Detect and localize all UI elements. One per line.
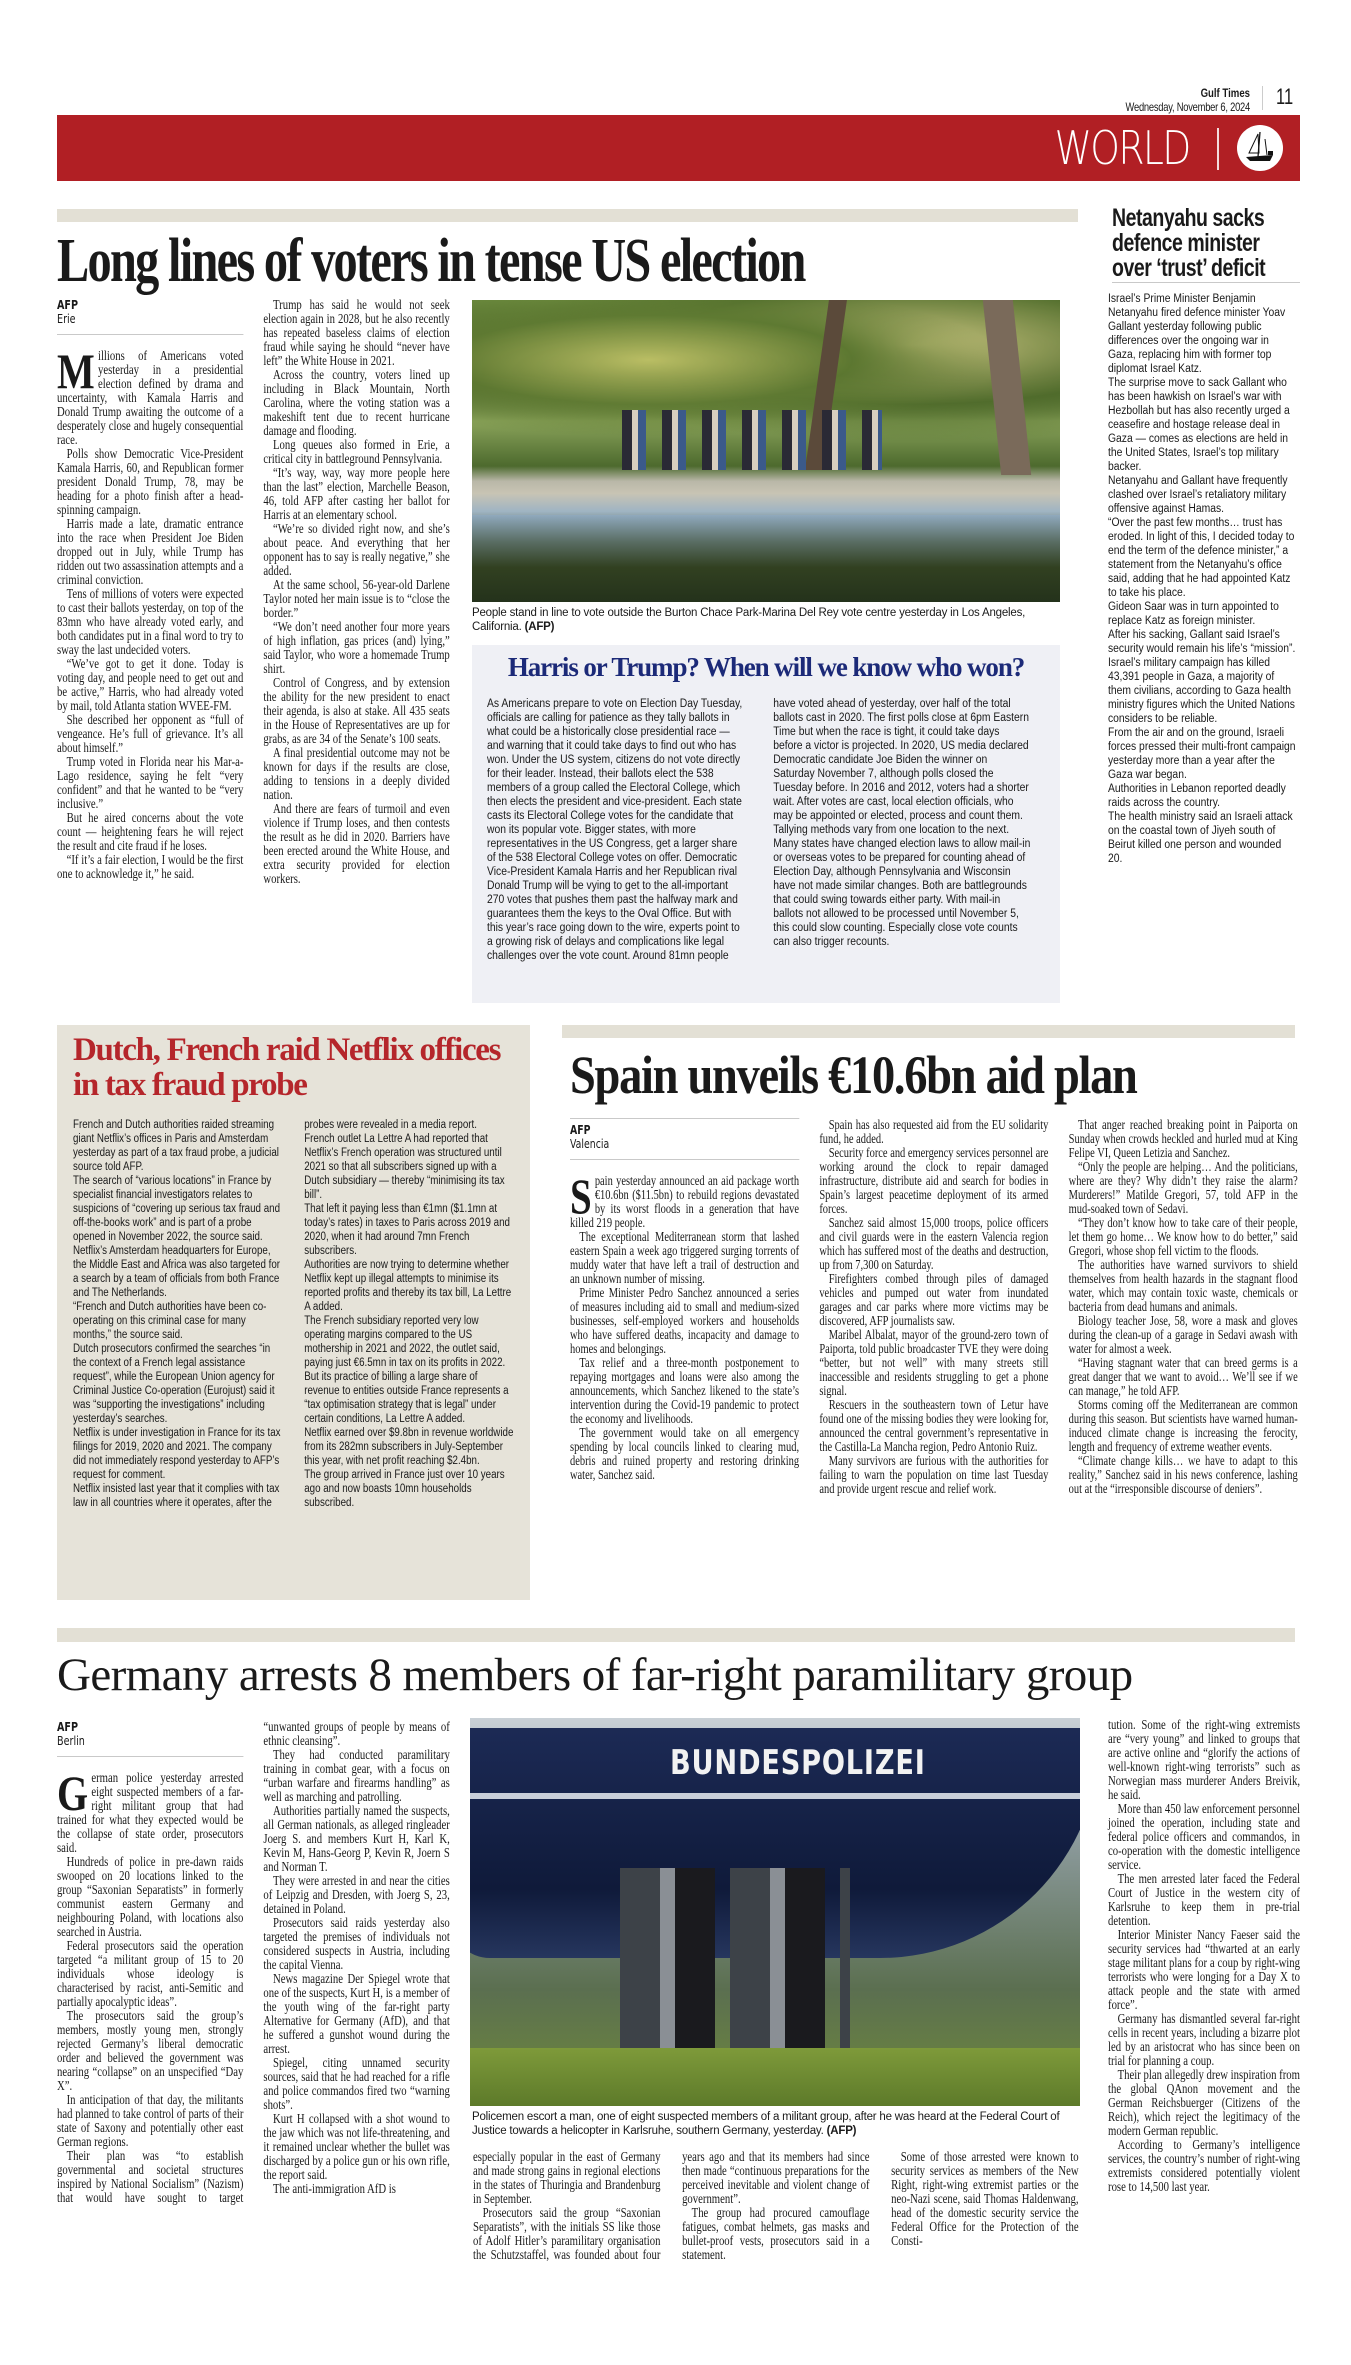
- paragraph: They had conducted paramilitary training in combat gear, with a focus on “urban warfare and firearms handling” as well as marching and patrolling.: [263, 1747, 450, 1804]
- paragraph: Long queues also formed in Erie, a critical city in battleground Pennsylvania.: [263, 437, 450, 466]
- masthead-info: [1050, 86, 1250, 114]
- paragraph: Kurt H collapsed with a shot wound to the jaw which was not life-threatening, and it remained unclear whether the bullet was discharged by a police gun or his own rifle, the report said.: [263, 2111, 450, 2182]
- byline: [570, 1118, 799, 1160]
- paragraph: In anticipation of that day, the militants had planned to take control of parts of their state of Saxony and potentially other east German regions.: [57, 2092, 244, 2149]
- paragraph: “We’re so divided right now, and she’s about peace. And everything that her opponent has to say is really negative,” she added.: [263, 521, 450, 578]
- paragraph: “If it’s a fair election, I would be the first one to acknowledge it,” he said.: [57, 852, 244, 881]
- paragraph: German police yesterday arrested eight suspected members of a far-right militant group that had trained for what they expected would be the collapse of state order, prosecutors said.: [57, 1765, 244, 1855]
- byline-agency: AFP: [570, 1123, 591, 1137]
- paragraph: And there are fears of turmoil and even violence if Trump loses, and then contests the result as he did in 2020. Barriers have been erected around the White House, and extra security provided for election workers.: [263, 801, 450, 886]
- paragraph: Israel’s Prime Minister Benjamin Netanyahu fired defence minister Yoav Gallant yesterday following public differences over the ongoing war in Gaza, replacing him with former top diplomat Israel Katz.: [1108, 293, 1286, 375]
- paragraph: Prime Minister Pedro Sanchez announced a series of measures including aid to small and medium-sized businesses, self-employed workers and households who have suffered deaths, incapacity and damage to homes and belongings.: [570, 1285, 800, 1356]
- paragraph: But he aired concerns about the vote count — heightening fears he will reject the result and cite fraud if he loses.: [57, 810, 244, 853]
- sidebar-rule: [1112, 282, 1300, 283]
- paragraph: The surprise move to sack Gallant who has been hawkish on Israel’s war with Hezbollah but has also recently urged a ceasefire and hostage release deal in Gaza — comes as elections are held in the United States, Israel’s top military backer.: [1108, 377, 1290, 473]
- section-band: [57, 115, 1300, 181]
- netflix-box: [57, 1025, 530, 1600]
- section-title: WORLD: [1054, 121, 1190, 175]
- us-election-body: [57, 298, 450, 886]
- headline-us-election: Long lines of voters in tense US election: [57, 227, 805, 295]
- masthead-divider: [1262, 86, 1263, 110]
- paper-name: Gulf Times: [1200, 86, 1250, 100]
- paragraph: The group had procured camouflage fatigues, combat helmets, gas masks and bullet-proof vests, prosecutors said in a statement.: [682, 2205, 870, 2262]
- paragraph: Rescuers in the southeastern town of Letur have found one of the missing bodies they were looking for, announced the central government’s representative in the Castilla-La Mancha region, Pedro Antonio Ruiz.: [819, 1397, 1049, 1454]
- paragraph: The exceptional Mediterranean storm that lashed eastern Spain a week ago triggered surging torrents of muddy water that have left a trail of destruction and an unknown number of missing.: [570, 1229, 800, 1286]
- issue-date: Wednesday, November 6, 2024: [1125, 100, 1250, 114]
- paragraph: The anti-immigration AfD is: [273, 2181, 396, 2196]
- paragraph: The search of “various locations” in France by specialist financial investigators relates to suspicions of “covering up serious tax fraud and off-the-books work” and is part of a probe opened in November 2022, the source said. Netflix’s Amsterdam headquarters for Europe, the Middle East and Africa was also targeted for a search by a team of officials from both France and The Netherlands.: [73, 1175, 281, 1299]
- paragraph: Hundreds of police in pre-dawn raids swooped on 20 locations linked to the group “Saxonian Separatists” in formerly communist eastern Germany and neighbouring Poland, with locations also searched in Austria.: [57, 1854, 244, 1939]
- helicopter-photo: [470, 1718, 1080, 2106]
- paragraph: “We don’t need another four more years of high inflation, gas prices (and) lying,” said Taylor, who wore a homemade Trump shirt.: [263, 619, 450, 676]
- paragraph: “They don’t know how to take care of their people, let them go home… We know how to do better,” said Gregori, whose shop fell victim to the floods.: [1068, 1215, 1298, 1258]
- harris-trump-box: [472, 645, 1060, 1003]
- paragraph: Spain yesterday announced an aid package worth €10.6bn ($11.5bn) to rebuild regions devastated by its worst floods in a generation that have killed 219 people.: [570, 1168, 800, 1230]
- section-rule: [57, 1628, 1295, 1642]
- paragraph: “Over the past few months… trust has eroded. In light of this, I decided today to end the term of the defence minister,” a statement from the Netanyahu’s office said, adding that he had appointed Katz to take his place.: [1108, 517, 1295, 599]
- helicopter-stripe: [470, 1793, 1080, 1799]
- paragraph: The health ministry said an Israeli attack on the coastal town of Jiyeh south of Beirut killed one person and wounded 20.: [1108, 811, 1293, 865]
- byline-dateline: Valencia: [570, 1137, 610, 1151]
- paragraph: French outlet La Lettre A had reported that Netflix’s French operation was structured until 2021 so that all subscribers signed up with a Dutch subsidiary — thereby “minimising its tax bill”.: [304, 1133, 505, 1201]
- netflix-body: [73, 1118, 515, 1510]
- paragraph: The men arrested later faced the Federal Court of Justice in the western city of Karlsruhe to keep them in pre-trial detention.: [1108, 1871, 1300, 1928]
- paragraph: Spiegel, citing unnamed security sources, said that he had reached for a rifle and police commandos fired two “warning shots”.: [263, 2055, 450, 2112]
- paragraph: Their plan was “to establish governmental and societal structures inspired by National Socialism” (Nazism) that would have sought to target “unwanted groups of people by means of ethnic cleansing”.: [57, 1719, 450, 2205]
- paragraph: From the air and on the ground, Israeli forces pressed their multi-front campaign yesterday more than a year after the Gaza war began.: [1108, 727, 1296, 781]
- paragraph: Tax relief and a three-month postponement to repaying mortgages and loans were also among the announcements, which Sanchez likened to the state’s intervention during the Covid-19 pandemic to protect the economy and livelihoods.: [570, 1355, 800, 1426]
- voting-photo: [472, 300, 1060, 602]
- paragraph: “French and Dutch authorities have been co-operating on this criminal case for many months,” the source said.: [73, 1301, 267, 1341]
- paragraph: Biology teacher Jose, 58, wore a mask and gloves during the clean-up of a garage in Sedavi awash with water for almost a week.: [1068, 1313, 1298, 1356]
- paragraph: especially popular in the east of Germany and made strong gains in regional elections in the states of Thuringia and Brandenburg in September.: [473, 2149, 661, 2206]
- paragraph: Many survivors are furious with the authorities for failing to warn the population on time last Tuesday and provide urgent rescue and relief work.: [819, 1453, 1049, 1496]
- paragraph: Netflix is under investigation in France for its tax filings for 2019, 2020 and 2021. The company did not immediately respond yesterday to AFP’s request for comment.: [73, 1427, 281, 1481]
- paragraph: Firefighters combed through piles of damaged vehicles and pumped out water from inundated garages and car parks where more victims may be discovered, AFP journalists saw.: [819, 1271, 1049, 1328]
- paragraph: Polls show Democratic Vice-President Kamala Harris, 60, and Republican former president Donald Trump, 78, may be heading for a photo finish after a head-spinning campaign.: [57, 446, 244, 517]
- photo-caption: [472, 606, 1060, 634]
- paragraph: At the same school, 56-year-old Darlene Taylor noted her main issue is to “close the border.”: [263, 577, 450, 620]
- paragraph: “Only the people are helping… And the politicians, where are they? Why didn’t they raise the alarm? Murderers!” Matilde Gregori, 57, told AFP in the mud-soaked town of Sedavi.: [1068, 1159, 1298, 1216]
- paragraph: The government would take on all emergency spending by local councils linked to clearing mud, debris and ruined property and restoring drinking water, Sanchez said.: [570, 1425, 800, 1482]
- paragraph: Spain has also requested aid from the EU solidarity fund, he added.: [819, 1117, 1049, 1146]
- headline-germany: Germany arrests 8 members of far-right paramilitary group: [57, 1649, 1133, 1701]
- paragraph: That anger reached breaking point in Paiporta on Sunday when crowds heckled and hurled mud at King Felipe VI, Queen Letizia and Sanchez.: [1068, 1117, 1298, 1160]
- paragraph: Netflix earned over $9.8bn in revenue worldwide from its 282mn subscribers in July-September this year, with net profit reaching $2.4bn.: [304, 1427, 514, 1467]
- headline-netanyahu: Netanyahu sacks defence minister over ‘trust’ deficit: [1112, 204, 1266, 282]
- paragraph: Prosecutors said raids yesterday also targeted the premises of individuals not considered suspects in Austria, including the capital Vienna.: [263, 1915, 450, 1972]
- paragraph: Authorities partially named the suspects, all German nationals, as alleged ringleader Joerg S. and members Kurt H, Karl K, Kevin M, Hans-Georg P, Kevin R, Joern S and Norman T.: [263, 1803, 450, 1874]
- byline: [57, 298, 243, 335]
- helicopter-lettering: BUNDESPOLIZEI: [670, 1743, 926, 1783]
- paragraph: Prosecutors said the group “Saxonian Separatists”, with the initials SS like those of Adolf Hitler’s paramilitary organisation the Schutzstaffel, was founded about four years ago and that its members had since then made “continuous preparations for the perceived inevitable and violent change of government”.: [473, 2149, 870, 2262]
- paragraph: Harris made a late, dramatic entrance into the race when President Joe Biden dropped out in July, while Trump has ridden out two assassination attempts and a criminal conviction.: [57, 516, 244, 587]
- caption-credit: (AFP): [524, 621, 555, 633]
- paragraph: A final presidential outcome may not be known for days if the results are close, adding to tensions in a deeply divided nation.: [263, 745, 450, 802]
- byline-agency: AFP: [57, 1720, 79, 1734]
- paragraph: “We’ve got to get it done. Today is voting day, and people need to get out and be active,” Harris, who had already voted by mail, told Atlanta station WVEE-FM.: [57, 656, 244, 713]
- paragraph: tution. Some of the right-wing extremists are “very young” and linked to groups that are active online and “glorify the actions of well-known right-wing terrorists” such as Norwegian mass murderer Anders Breivik, he said.: [1108, 1717, 1300, 1802]
- paragraph: Tens of millions of voters were expected to cast their ballots yesterday, on top of the 83mn who have already voted early, and both candidates put in a final word to try to sway the last undecided voters.: [57, 586, 244, 657]
- paragraph: Federal prosecutors said the operation targeted “a militant group of 15 to 20 individuals whose ideology is characterised by racist, anti-Semitic and partially apocalyptic ideas”.: [57, 1938, 244, 2009]
- paragraph: Storms coming off the Mediterranean are common during this season. But scientists have warned human-induced climate change is increasing the ferocity, length and frequency of extreme weather events.: [1068, 1397, 1298, 1454]
- voters-line: [622, 410, 882, 470]
- paragraph: Netanyahu and Gallant have frequently clashed over Israel’s retaliatory military offensive against Hamas.: [1108, 475, 1288, 515]
- paragraph: According to Germany’s intelligence services, the country’s number of right-wing extremists considered potentially violent rose to 14,500 last year.: [1108, 2137, 1300, 2194]
- paragraph: Across the country, voters lined up including in Black Mountain, North Carolina, where the voting station was a makeshift tent due to recent hurricane damage and flooding.: [263, 367, 450, 438]
- germany-body-right: [1108, 1718, 1300, 2194]
- germany-body-left: [57, 1720, 450, 2205]
- paragraph: Sanchez said almost 15,000 troops, police officers and civil guards were in the eastern Valencia region which has suffered most of the deaths and destruction, up from 7,300 on Saturday.: [819, 1215, 1049, 1272]
- paragraph: After his sacking, Gallant said Israel’s security would remain his life’s “mission”.: [1108, 629, 1296, 655]
- paragraph: “Climate change kills… we have to adapt to this reality,” Sanchez said in his news conference, lashing out at the “irresponsible discourse of deniers”.: [1068, 1453, 1298, 1496]
- section-divider: [1217, 128, 1219, 170]
- paragraph: Security force and emergency services personnel are working around the clock to repair damaged infrastructure, distribute aid and search for bodies in Spain’s largest peacetime deployment of its armed forces.: [819, 1145, 1049, 1216]
- byline-dateline: Berlin: [57, 1734, 85, 1748]
- paragraph: Their plan allegedly drew inspiration from the global QAnon movement and the German Reichsbuerger (Citizens of the Reich), which reject the legitimacy of the modern German republic.: [1108, 2067, 1300, 2138]
- caption-credit: (AFP): [826, 2125, 857, 2137]
- paragraph: “It’s way, way, way more people here than the last” election, Marchelle Beason, 46, told AFP after casting her ballot for Harris at an elementary school.: [263, 465, 450, 522]
- paragraph: As Americans prepare to vote on Election Day Tuesday, officials are calling for patience as they tally ballots in what could be a historically close presidential race — and warning that it could take days to find out who has won. Under the US system, citizens do not vote directly for their leader. Instead, their ballots elect the 538 members of a group called the Electoral College, which then elects the president and vice-president. Each state casts its Electoral College votes for the candidate that won its popular vote. Bigger states, with more representatives in the US Congress, get a larger share of the 538 Electoral College votes on offer. Democratic Vice-President Kamala Harris and her Republican rival Donald Trump will be vying to get to the all-important 270 votes that pushes them past the halfway mark and guarantees them the keys to the Oval Office. But with this year’s race going down to the wire, experts point to a growing risk of delays and complications like legal challenges over the vote count. Around 81mn people have voted ahead of yesterday, over half of the total ballots cast in 2020. The first polls close at 6pm Eastern Time but when the race is tight, it could take days before a victor is projected. In 2020, US media declared Democratic candidate Joe Biden the winner on Saturday November 7, although polls closed the Tuesday before. In 2016 and 2012, voters had a shorter wait. After votes are cast, local election officials, who may be appointed or elected, process and count them. Tallying methods vary from one location to the next. Many states have changed election laws to allow mail-in or overseas votes to be prepared for counting ahead of Election Day, although Pennsylvania and Wisconsin have not made similar changes. Both are battlegrounds that could swing towards either party. With mail-in ballots not allowed to be processed until November 5, this could slow counting. Especially close vote counts can also trigger recounts.: [487, 698, 1031, 962]
- paragraph: Trump voted in Florida near his Mar-a-Lago residence, saying he felt “very confident” and that he wanted to be “very inclusive.”: [57, 754, 244, 811]
- headline-spain: Spain unveils €10.6bn aid plan: [570, 1045, 1137, 1105]
- paragraph: “Having stagnant water that can breed germs is a great danger that we want to avoid… We’ll see if we can manage,” he told AFP.: [1068, 1355, 1298, 1398]
- paragraph: Interior Minister Nancy Faeser said the security services had “thwarted at an early stage militant plans for a coup by right-wing terrorists who were longing for a Day X to attack people and the state with armed force”.: [1108, 1927, 1300, 2012]
- paragraph: The authorities have warned survivors to shield themselves from health hazards in the stagnant flood water, which may contain toxic waste, chemicals or bacteria from dead humans and animals.: [1068, 1257, 1298, 1314]
- section-rule: [57, 209, 1078, 222]
- paragraph: Israel’s military campaign has killed 43,391 people in Gaza, a majority of them civilians, according to Gaza health ministry figures which the United Nations considers to be reliable.: [1108, 657, 1295, 725]
- paragraph: Netflix insisted last year that it complies with tax law in all countries where it operates, after the probes were revealed in a media report.: [73, 1119, 477, 1509]
- harris-box-body: [487, 697, 1032, 963]
- paragraph: Dutch prosecutors confirmed the searches “in the context of a French legal assistance request”, while the European Union agency for Criminal Justice Co-operation (Eurojust) said it was “supporting the investigations” including yesterday’s searches.: [73, 1343, 275, 1425]
- byline-agency: AFP: [57, 298, 79, 312]
- harris-box-title: Harris or Trump? When will we know who won?: [507, 652, 1025, 682]
- caption-text: Policemen escort a man, one of eight suspected members of a militant group, after he was heard at the Federal Court of Justice towards a helicopter in Karlsruhe, southern Germany, yesterday.: [472, 2111, 1060, 2137]
- paragraph: The French subsidiary reported very low operating margins compared to the US mothership in 2021 and 2022, the outlet said, paying just €6.5mn in tax on its profits in 2022.: [304, 1315, 506, 1369]
- netanyahu-body: [1108, 292, 1297, 866]
- paragraph: But its practice of billing a large share of revenue to entities outside France represents a “tax optimisation strategy that is legal” under certain conditions, La Lettre A added.: [304, 1371, 509, 1425]
- paragraph: Trump has said he would not seek election again in 2028, but he also recently has repeated baseless claims of election fraud while saying he should “never have left” the White House in 2021.: [263, 297, 450, 368]
- paragraph: French and Dutch authorities raided streaming giant Netflix’s offices in Paris and Amsterdam yesterday as part of a tax fraud probe, a judicial source told AFP.: [73, 1119, 279, 1173]
- puddle-reflection: [472, 515, 1060, 602]
- paragraph: That left it paying less than €1mn ($1.1mn at today’s rates) in taxes to Paris across 2019 and 2020, when it had around 7mn French subscribers.: [304, 1203, 510, 1257]
- paragraph: Some of those arrested were known to security services as members of the New Right, right-wing extremist parties or the neo-Nazi scene, said Thomas Haldenwang, head of the domestic security service the Federal Office for the Protection of the Consti-: [891, 2149, 1079, 2248]
- paragraph: More than 450 law enforcement personnel joined the operation, including state and federal police officers and commandos, in co-operation with the domestic intelligence service.: [1108, 1801, 1300, 1872]
- photo-caption: [472, 2110, 1078, 2138]
- page-number: 11: [1276, 84, 1294, 109]
- byline: [57, 1720, 243, 1757]
- byline-dateline: Erie: [57, 312, 76, 326]
- dhow-ship-icon: [1237, 125, 1283, 171]
- headline-netflix: Dutch, French raid Netflix offices in tax fraud probe: [73, 1032, 501, 1103]
- paragraph: The group arrived in France just over 10 years ago and now boasts 10mn households subscribed.: [304, 1469, 505, 1509]
- paragraph: Germany has dismantled several far-right cells in recent years, including a bizarre plot led by an aristocrat who has since been on trial for planning a coup.: [1108, 2011, 1300, 2068]
- paragraph: Gideon Saar was in turn appointed to replace Katz as foreign minister.: [1108, 601, 1279, 627]
- paragraph: Maribel Albalat, mayor of the ground-zero town of Paiporta, told public broadcaster TVE they were doing “better, but not well” with many streets still inaccessible and residents struggling to get a phone signal.: [819, 1327, 1049, 1398]
- paragraph: Millions of Americans voted yesterday in a presidential election defined by drama and uncertainty, with Kamala Harris and Donald Trump awaiting the outcome of a desperately close and hugely consequential race.: [57, 343, 244, 447]
- paragraph: News magazine Der Spiegel wrote that one of the suspects, Kurt H, is a member of the youth wing of the far-right party Alternative for Germany (AfD), and that he suffered a gunshot wound during the arrest.: [263, 1971, 450, 2056]
- paragraph: They were arrested in and near the cities of Leipzig and Dresden, with Joerg S, 23, detained in Poland.: [263, 1873, 450, 1916]
- paragraph: Authorities in Lebanon reported deadly raids across the country.: [1108, 783, 1286, 809]
- paragraph: She described her opponent as “full of vengeance. He’s full of grievance. It’s all about himself.”: [57, 712, 244, 755]
- caption-text: People stand in line to vote outside the Burton Chace Park-Marina Del Rey vote centre yesterday in Los Angeles, California.: [472, 607, 1026, 633]
- grass: [470, 2048, 1080, 2106]
- spain-body: [570, 1118, 1298, 1496]
- paragraph: Control of Congress, and by extension the ability for the new president to enact their agenda, is also at stake. All 435 seats in the House of Representatives are up for grabs, as are 34 of the Senate’s 100 seats.: [263, 675, 450, 746]
- germany-body-middle: [473, 2150, 1079, 2262]
- paragraph: The prosecutors said the group’s members, mostly young men, strongly rejected Germany’s liberal democratic order and believed the government was nearing “collapse” on an unspecified “Day X”.: [57, 2008, 244, 2093]
- section-rule: [562, 1025, 1295, 1038]
- paragraph: Authorities are now trying to determine whether Netflix kept up illegal attempts to minimise its reported profits and thereby its tax bill, La Lettre A added.: [304, 1259, 512, 1313]
